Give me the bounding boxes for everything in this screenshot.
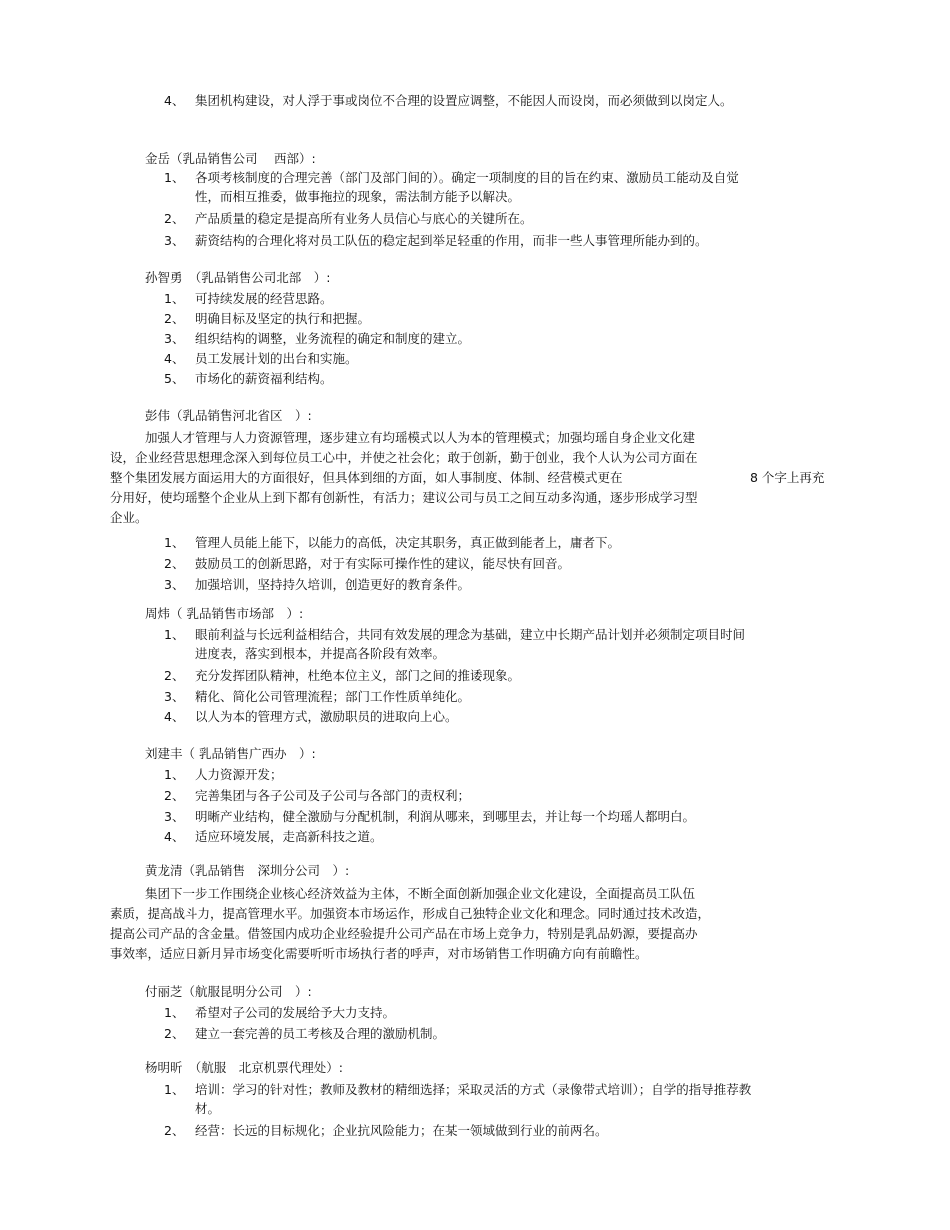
section-zhouwei	[0, 604, 950, 726]
list-item	[0, 309, 950, 328]
item-text: 薪资结构的合理化将对员工队伍的稳定起到举足轻重的作用，而非一些人事管理所能办到的。	[195, 233, 708, 248]
item-number: 1、	[164, 170, 185, 185]
list-item	[0, 807, 950, 826]
item-text: 各项考核制度的合理完善（部门及部门间的）。确定一项制度的目的旨在约束、激励员工能动及自觉性，而相互推委，做事拖拉的现象，需法制方能予以解决。	[195, 170, 739, 204]
section-intro	[0, 91, 950, 110]
section-jinyue	[0, 149, 950, 250]
item-number: 1、	[164, 1082, 185, 1097]
paragraph-line: 素质，提高战斗力，提高管理水平。加强资本市场运作，形成自己独特企业文化和理念。同时通过技术改造，	[110, 906, 711, 921]
item-number: 3、	[164, 689, 185, 704]
paragraph-line: 企业。	[110, 510, 148, 525]
item-number: 4、	[164, 351, 185, 366]
item-number: 1、	[164, 767, 185, 782]
item-number: 3、	[164, 577, 185, 592]
item-number: 3、	[164, 233, 185, 248]
list-item	[0, 289, 950, 308]
list-item	[0, 1024, 950, 1043]
item-text: 经营：长远的目标规化；企业抗风险能力；在某一领域做到行业的前两名。	[195, 1123, 608, 1138]
paragraph-line: 分用好，使均瑶整个企业从上到下都有创新性，有活力；建议公司与员工之间互动多沟通，逐步形成学习型	[110, 490, 698, 505]
item-text: 培训：学习的针对性；教师及教材的精细选择；采取灵活的方式（录像带式培训）；自学的指导推荐教材。	[195, 1082, 752, 1116]
section-header: 付丽芝（航服昆明分公司 ）:	[145, 984, 312, 999]
list-item	[0, 786, 950, 805]
item-number: 2、	[164, 788, 185, 803]
list-item	[0, 765, 950, 784]
item-text: 眼前利益与长远利益相结合，共同有效发展的理念为基础，建立中长期产品计划并必须制定项目时间进度表，落实到根本，并提高各阶段有效率。	[195, 627, 746, 661]
item-text: 鼓励员工的创新思路，对于有实际可操作性的建议，能尽快有回音。	[195, 556, 571, 571]
list-item	[0, 575, 950, 594]
paragraph-line: 提高公司产品的含金量。借签国内成功企业经验提升公司产品在市场上竞争力，特别是乳品奶源，要提高办	[110, 926, 698, 941]
item-number: 2、	[164, 1026, 185, 1041]
list-item	[0, 91, 950, 110]
margin-note: 8 个字上再充	[750, 470, 825, 485]
section-header: 金岳（乳品销售公司 西部）:	[145, 151, 316, 166]
item-number: 2、	[164, 668, 185, 683]
item-text: 建立一套完善的员工考核及合理的激励机制。	[195, 1026, 446, 1041]
item-text: 产品质量的稳定是提高所有业务人员信心与底心的关键所在。	[195, 211, 533, 226]
list-item	[0, 625, 950, 663]
item-text: 适应环境发展，走高新科技之道。	[195, 829, 383, 844]
item-number: 1、	[164, 1005, 185, 1020]
item-number: 2、	[164, 556, 185, 571]
item-text: 希望对子公司的发展给予大力支持。	[195, 1005, 396, 1020]
list-item	[0, 231, 950, 250]
list-item	[0, 533, 950, 552]
section-pengwei	[0, 406, 950, 594]
item-number: 2、	[164, 1123, 185, 1138]
item-number: 1、	[164, 291, 185, 306]
list-item	[0, 707, 950, 726]
item-number: 3、	[164, 809, 185, 824]
paragraph-line: 加强人才管理与人力资源管理，逐步建立有均瑶模式以人为本的管理模式；加强均瑶自身企业文化建	[145, 430, 696, 445]
section-paragraph	[110, 884, 750, 964]
item-number: 4、	[164, 829, 185, 844]
list-item	[0, 209, 950, 228]
paragraph-line: 整个集团发展方面运用大的方面很好，但具体到细的方面，如人事制度、体制、经营模式更在	[110, 470, 623, 485]
section-paragraph	[110, 428, 750, 528]
section-yangmingxin	[0, 1058, 950, 1140]
item-text: 以人为本的管理方式，激励职员的进取向上心。	[195, 709, 458, 724]
section-header: 孙智勇 （乳品销售公司北部 ）:	[145, 270, 331, 285]
section-header: 彭伟（乳品销售河北省区 ）:	[145, 408, 312, 423]
item-text: 明晰产业结构，健全激励与分配机制，利润从哪来，到哪里去，并让每一个均瑶人都明白。	[195, 809, 696, 824]
list-item	[0, 349, 950, 368]
section-sunzhiyong	[0, 268, 950, 388]
item-text: 集团机构建设，对人浮于事或岗位不合理的设置应调整，不能因人而设岗，而必须做到以岗定人。	[195, 93, 733, 108]
list-item	[0, 554, 950, 573]
list-item	[0, 1003, 950, 1022]
item-text: 明确目标及坚定的执行和把握。	[195, 311, 371, 326]
item-number: 2、	[164, 311, 185, 326]
section-header: 刘建丰（ 乳品销售广西办 ）:	[145, 746, 316, 761]
item-text: 员工发展计划的出台和实施。	[195, 351, 358, 366]
item-text: 可持续发展的经营思路。	[195, 291, 333, 306]
item-text: 管理人员能上能下，以能力的高低，决定其职务，真正做到能者上，庸者下。	[195, 535, 621, 550]
list-item	[0, 827, 950, 846]
list-item	[0, 666, 950, 685]
item-text: 完善集团与各子公司及子公司与各部门的责权利；	[195, 788, 471, 803]
list-item	[0, 369, 950, 388]
section-huanglongqing	[0, 861, 950, 964]
section-liujianfeng	[0, 744, 950, 846]
item-number: 2、	[164, 211, 185, 226]
item-number: 1、	[164, 535, 185, 550]
paragraph-line: 事效率，适应日新月异市场变化需要听听市场执行者的呼声，对市场销售工作明确方向有前瞻性。	[110, 946, 648, 961]
list-item	[0, 687, 950, 706]
paragraph-line: 集团下一步工作围绕企业核心经济效益为主体，不断全面创新加强企业文化建设，全面提高员工队伍	[145, 886, 696, 901]
section-header: 杨明昕 （航服 北京机票代理处）:	[145, 1060, 343, 1075]
item-text: 充分发挥团队精神，杜绝本位主义，部门之间的推诿现象。	[195, 668, 521, 683]
item-text: 加强培训，坚持持久培训，创造更好的教育条件。	[195, 577, 471, 592]
list-item	[0, 329, 950, 348]
item-number: 5、	[164, 371, 185, 386]
section-header: 周炜（ 乳品销售市场部 ）:	[145, 606, 304, 621]
section-fulizhi	[0, 982, 950, 1043]
list-item	[0, 1121, 950, 1140]
item-text: 市场化的薪资福利结构。	[195, 371, 333, 386]
item-number: 3、	[164, 331, 185, 346]
item-text: 人力资源开发；	[195, 767, 283, 782]
item-text: 精化、简化公司管理流程；部门工作性质单纯化。	[195, 689, 471, 704]
item-number: 1、	[164, 627, 185, 642]
item-number: 4、	[164, 93, 185, 108]
item-text: 组织结构的调整，业务流程的确定和制度的建立。	[195, 331, 471, 346]
list-item	[0, 1080, 950, 1118]
paragraph-line: 设，企业经营思想理念深入到每位员工心中，并使之社会化；敢于创新，勤于创业，我个人认为公司方面在	[110, 450, 698, 465]
section-header: 黄龙清（乳品销售 深圳分公司 ）:	[145, 863, 350, 878]
item-number: 4、	[164, 709, 185, 724]
list-item	[0, 168, 950, 206]
